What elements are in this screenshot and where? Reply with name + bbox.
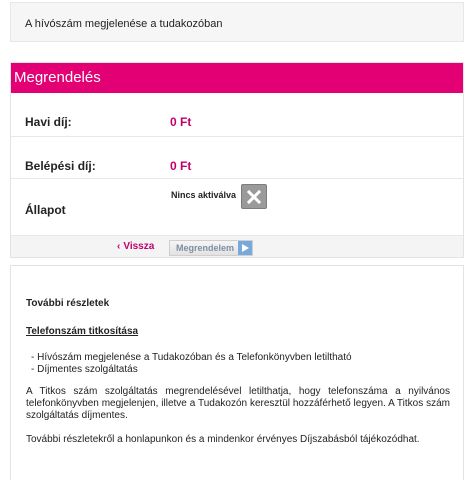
details-bullets [31, 352, 352, 376]
status-row [11, 179, 463, 235]
order-header: Megrendelés [11, 63, 463, 93]
list-item: - Hívószám megjelenése a Tudakozóban és a Telefonkönyvben letiltható [31, 352, 352, 363]
entry-fee-label: Belépési díj: [25, 159, 96, 173]
details-paragraph: A Titkos szám szolgáltatás megrendelésével letilthatja, hogy telefonszáma a nyilvános telefonkönyvben megjelenjen, illetve a Tudakozón keresztül hozzáférhető legyen. A Titkos szám szolgáltatás díjmentes. [26, 386, 450, 421]
order-panel [10, 62, 464, 258]
arrow-right-icon [238, 241, 252, 255]
chevron-left-icon: ‹ [117, 241, 121, 252]
close-x-icon [241, 184, 267, 209]
monthly-fee-row [11, 93, 463, 137]
status-value: Nincs aktiválva [171, 190, 237, 200]
details-subtitle: Telefonszám titkosítása [26, 326, 139, 337]
status-label: Állapot [25, 203, 66, 217]
monthly-fee-value: 0 Ft [170, 115, 192, 129]
order-button[interactable] [169, 240, 253, 256]
back-link[interactable] [117, 241, 154, 252]
order-button-label: Megrendelem [176, 243, 235, 253]
action-bar [11, 235, 463, 257]
info-bar [10, 2, 464, 42]
back-link-label: Vissza [123, 241, 155, 252]
monthly-fee-label: Havi díj: [25, 115, 72, 129]
details-panel [10, 265, 464, 480]
entry-fee-row [11, 137, 463, 179]
info-bar-text: A hívószám megjelenése a tudakozóban [25, 18, 223, 30]
details-paragraph: További részletekről a honlapunkon és a mindenkor érvényes Díjszabásból tájékozódhat. [26, 434, 420, 445]
details-title: További részletek [26, 298, 110, 309]
entry-fee-value: 0 Ft [170, 159, 192, 173]
list-item: - Díjmentes szolgáltatás [31, 364, 138, 375]
